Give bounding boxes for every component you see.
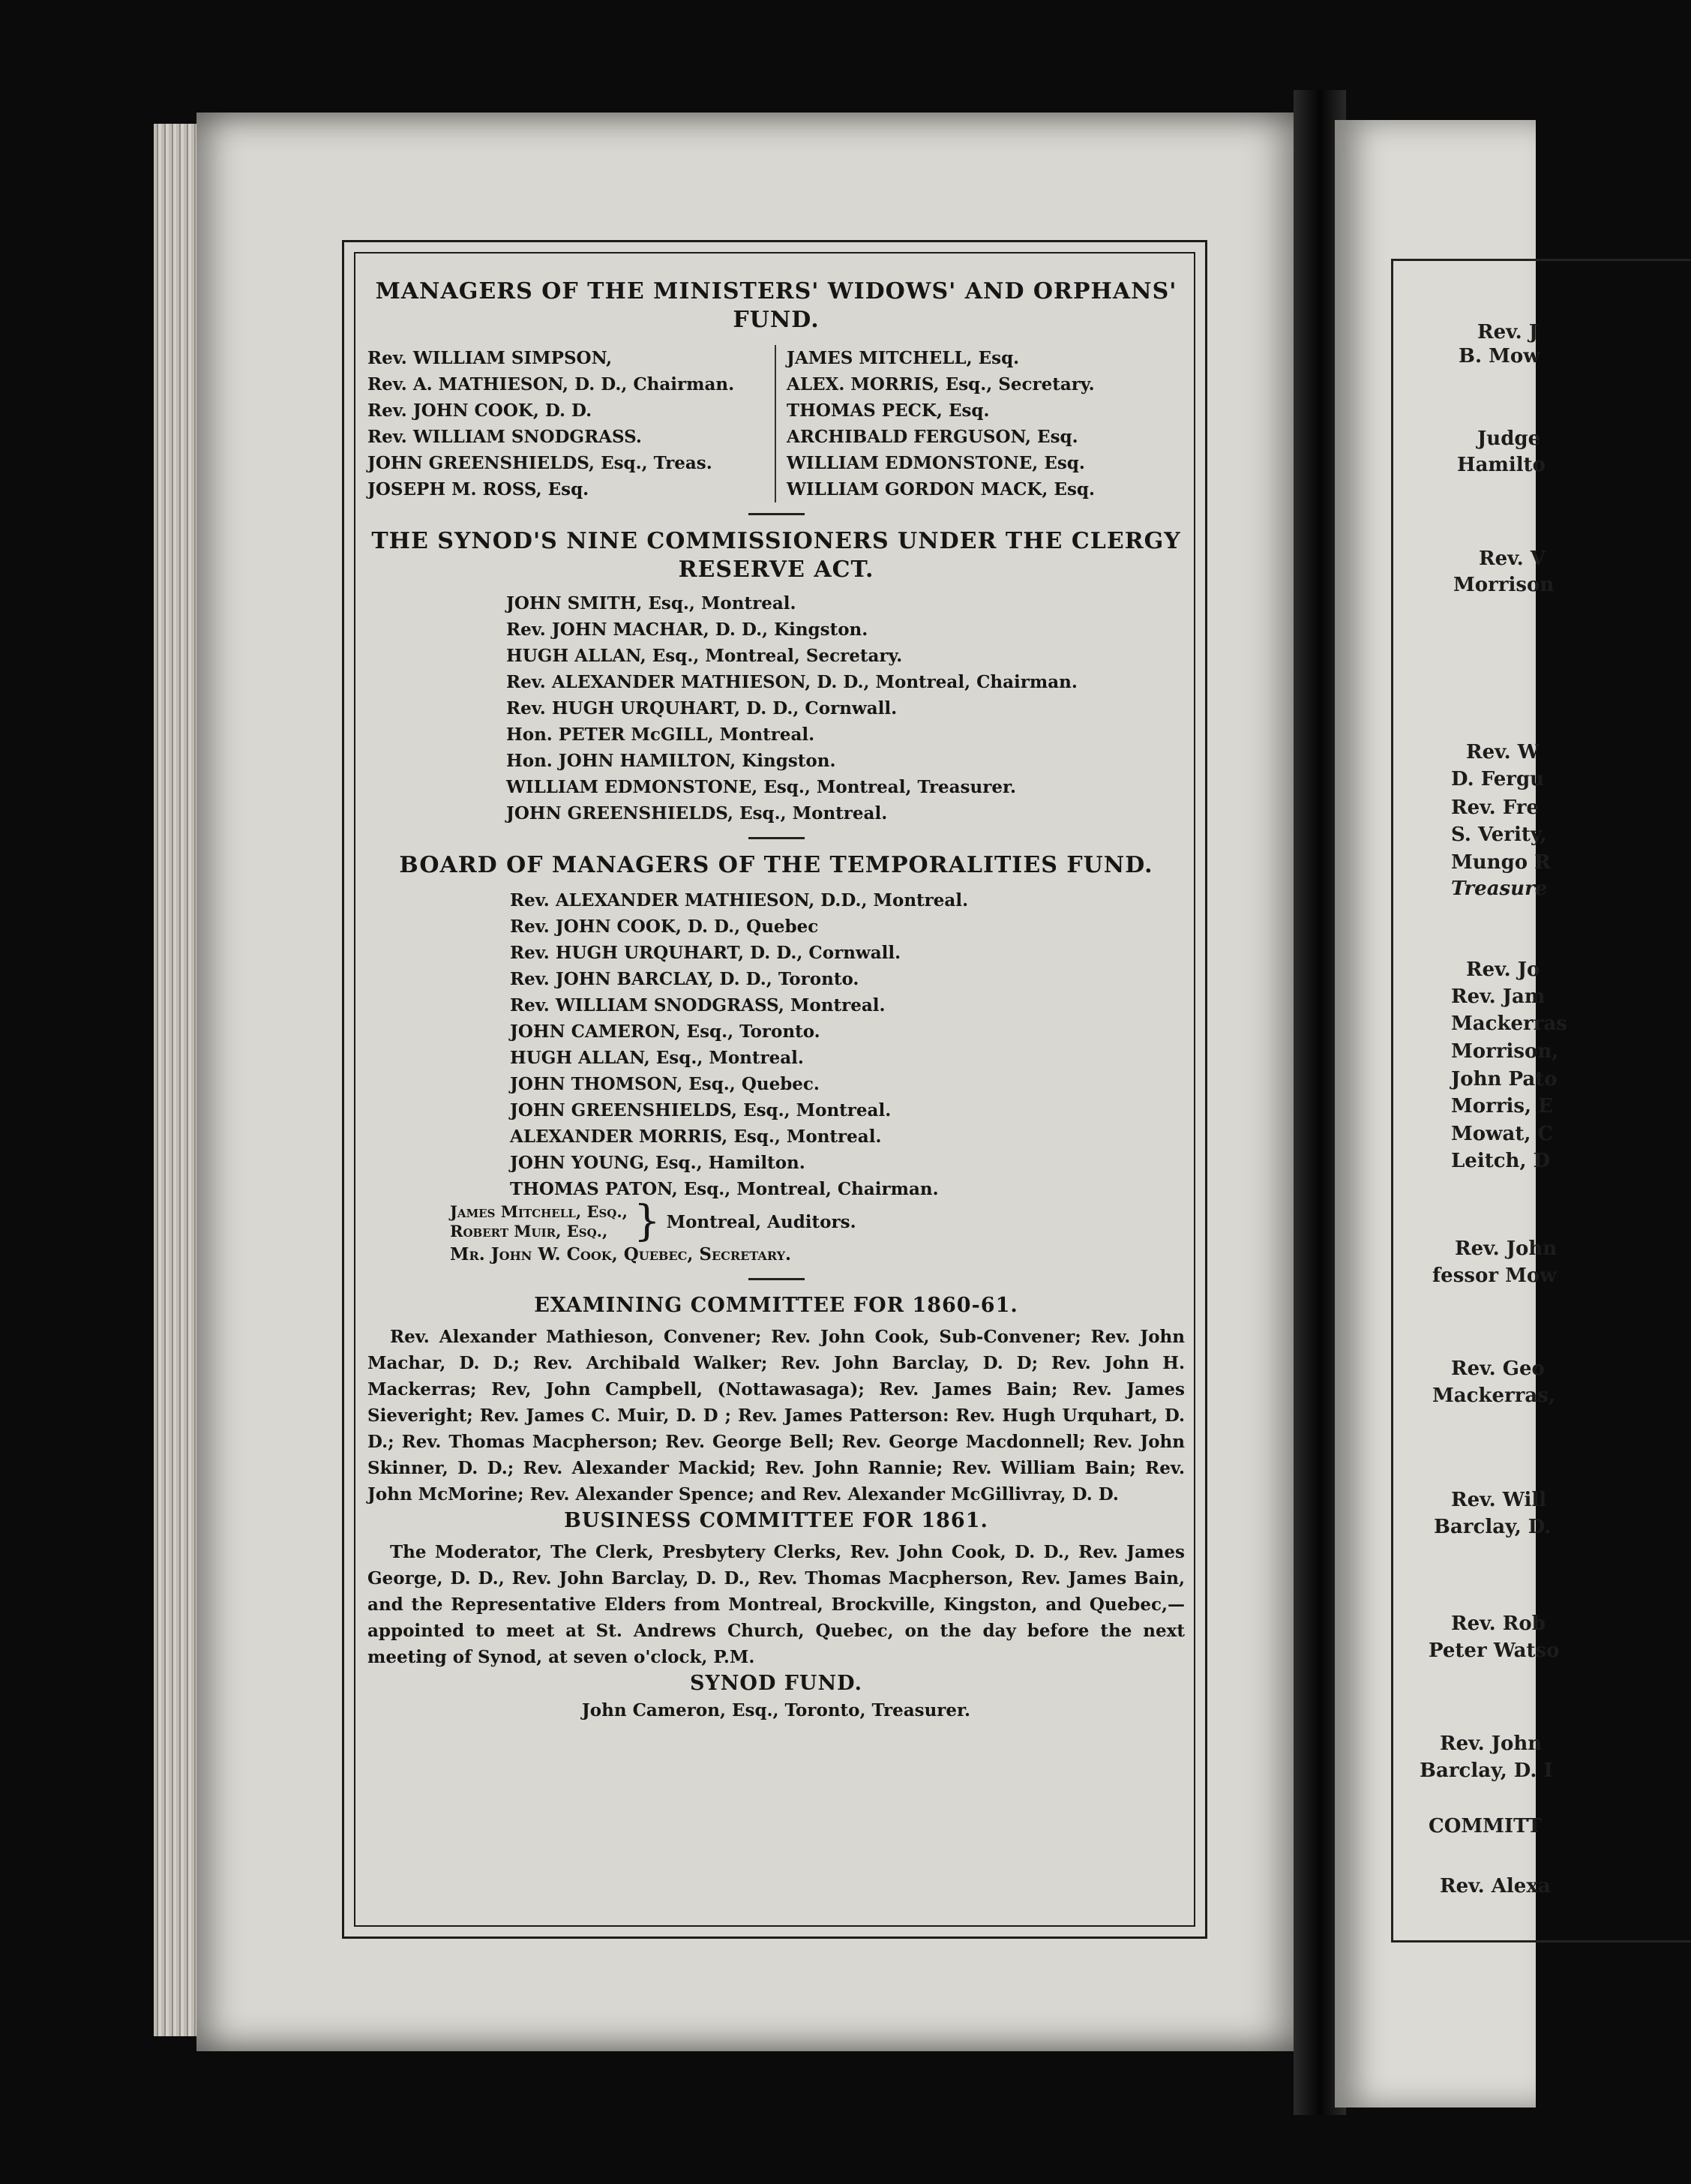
- temporalities-title: BOARD OF MANAGERS OF THE TEMPORALITIES FUND.: [399, 852, 1153, 878]
- commissioners-title-cont: RESERVE ACT.: [678, 556, 874, 583]
- right-fragment: S. Verity,: [1451, 824, 1547, 846]
- right-fragment: Mackerras: [1451, 1012, 1567, 1035]
- right-fragment: D. Fergu: [1451, 768, 1545, 790]
- board-secretary: Mr. John W. Cook, Quebec, Secretary.: [450, 1244, 792, 1264]
- managers-right-column: [776, 345, 1185, 502]
- temporalities-section: [367, 851, 1185, 1268]
- board-member: JOHN THOMSON, Esq., Quebec.: [510, 1074, 820, 1094]
- commissioner-entry: Rev. ALEXANDER MATHIESON, D. D., Montreal, Chairman.: [506, 672, 1078, 692]
- right-fragment: Rev. Jo: [1466, 958, 1540, 981]
- commissioners-list: [506, 590, 1185, 826]
- commissioners-section: [367, 527, 1185, 826]
- manager-name: THOMAS PECK, Esq.: [787, 400, 990, 421]
- right-fragment: B. Mow: [1459, 345, 1540, 368]
- manager-name: JOSEPH M. ROSS, Esq.: [367, 479, 589, 500]
- auditor-name: Robert Muir, Esq.,: [450, 1222, 608, 1240]
- manager-name: Rev. WILLIAM SNODGRASS.: [367, 427, 642, 447]
- synod-fund-title: SYNOD FUND.: [689, 1672, 863, 1695]
- right-fragment: Barclay, D.: [1434, 1516, 1552, 1538]
- page-content: [367, 278, 1185, 1724]
- commissioner-entry: Rev. HUGH URQUHART, D. D., Cornwall.: [506, 698, 898, 718]
- business-committee-section: [367, 1508, 1185, 1670]
- manager-name: WILLIAM GORDON MACK, Esq.: [787, 479, 1095, 500]
- manager-name: WILLIAM EDMONSTONE, Esq.: [787, 453, 1085, 473]
- right-fragment: Rev. Fre: [1451, 796, 1539, 819]
- right-fragment: Morris, E: [1451, 1095, 1553, 1118]
- right-fragment: Rev. Geo: [1451, 1358, 1545, 1380]
- right-fragment: Rev. John: [1440, 1732, 1543, 1755]
- board-member: Rev. HUGH URQUHART, D. D., Cornwall.: [510, 943, 901, 963]
- right-fragment: John Pato: [1451, 1068, 1558, 1090]
- commissioner-entry: HUGH ALLAN, Esq., Montreal, Secretary.: [506, 646, 903, 666]
- examining-text: Rev. Alexander Mathieson, Convener; Rev. John Cook, Sub-Convener; Rev. John Machar, D. D.; Rev. Archibald Walker; Rev. John Barclay, D. D; Rev. John H. Mackerras; Rev, John Campbell, (Nottawasaga); Rev. James Bain; Rev. James Sieveright; Rev. James C. Muir, D. D ; Rev. James Patterson: Rev. Hugh Urquhart, D. D.; Rev. Thomas Macpherson; Rev. George Bell; Rev. George Macdonnell; Rev. John Skinner, D. D.; Rev. Alexander Mackid; Rev. John Rannie; Rev. William Bain; Rev. John McMorine; Rev. Alexander Spence; and Rev. Alexander McGillivray, D. D.: [367, 1327, 1185, 1504]
- right-fragment: Rev. Will: [1451, 1489, 1547, 1511]
- section-divider: [748, 1278, 805, 1280]
- board-member: THOMAS PATON, Esq., Montreal, Chairman.: [510, 1179, 939, 1199]
- manager-name: ARCHIBALD FERGUSON, Esq.: [787, 427, 1078, 447]
- managers-fund-columns: [367, 345, 1185, 502]
- right-fragment: Rev. Alexa: [1440, 1875, 1551, 1898]
- temporalities-list: [510, 887, 1185, 1202]
- synod-fund-text: John Cameron, Esq., Toronto, Treasurer.: [581, 1700, 971, 1720]
- auditor-name: James Mitchell, Esq.,: [450, 1202, 628, 1221]
- board-member: Rev. WILLIAM SNODGRASS, Montreal.: [510, 995, 886, 1016]
- right-fragment: Mowat, C: [1451, 1123, 1554, 1145]
- right-fragment: fessor Mow: [1432, 1264, 1557, 1287]
- commissioner-entry: Hon. PETER McGILL, Montreal.: [506, 724, 815, 745]
- managers-left-column: [367, 345, 776, 502]
- commissioner-entry: JOHN SMITH, Esq., Montreal.: [506, 593, 796, 614]
- synod-fund-section: [367, 1670, 1185, 1724]
- business-text: The Moderator, The Clerk, Presbytery Clerks, Rev. John Cook, D. D., Rev. James George, D. D., Rev. John Barclay, D. D., Rev. Thomas Macpherson, Rev. James Bain, and the Representative Elders from Montreal, Brockville, Kingston, and Quebec,—appointed to meet at St. Andrews Church, Quebec, on the day before the next meeting of Synod, at seven o'clock, P.M.: [367, 1542, 1185, 1667]
- right-fragment: Rev. V: [1479, 548, 1546, 570]
- managers-fund-section: [367, 278, 1185, 502]
- commissioners-title: THE SYNOD'S NINE COMMISSIONERS UNDER THE CLERGY: [371, 528, 1181, 554]
- commissioner-entry: WILLIAM EDMONSTONE, Esq., Montreal, Treasurer.: [506, 777, 1016, 797]
- board-member: JOHN CAMERON, Esq., Toronto.: [510, 1022, 820, 1042]
- board-member: JOHN YOUNG, Esq., Hamilton.: [510, 1153, 805, 1173]
- manager-name: JAMES MITCHELL, Esq.: [787, 348, 1020, 368]
- right-fragment: Leitch, D: [1451, 1150, 1551, 1172]
- right-fragment: COMMITT: [1429, 1815, 1542, 1838]
- right-fragment: Barclay, D. I: [1420, 1760, 1553, 1782]
- board-member: ALEXANDER MORRIS, Esq., Montreal.: [510, 1126, 882, 1147]
- right-fragment: Treasure: [1451, 878, 1548, 900]
- board-member: Rev. JOHN COOK, D. D., Quebec: [510, 916, 819, 937]
- section-divider: [748, 513, 805, 515]
- right-fragment: Rev. W: [1466, 741, 1540, 764]
- section-divider: [748, 837, 805, 839]
- board-member: HUGH ALLAN, Esq., Montreal.: [510, 1048, 804, 1068]
- examining-title: EXAMINING COMMITTEE FOR 1860-61.: [534, 1294, 1018, 1317]
- commissioner-entry: JOHN GREENSHIELDS, Esq., Montreal.: [506, 803, 888, 824]
- manager-name: Rev. WILLIAM SIMPSON,: [367, 348, 613, 368]
- right-fragment: Hamilto: [1457, 454, 1546, 476]
- business-title: BUSINESS COMMITTEE FOR 1861.: [564, 1509, 988, 1532]
- right-fragment: Rev. John: [1455, 1238, 1558, 1260]
- auditor-names: [450, 1202, 628, 1241]
- right-fragment: Morrison: [1453, 574, 1555, 596]
- board-member: Rev. JOHN BARCLAY, D. D., Toronto.: [510, 969, 859, 989]
- brace-symbol: }: [633, 1197, 661, 1246]
- right-fragment: Morrison,: [1451, 1040, 1559, 1063]
- right-fragment: Judge: [1477, 428, 1541, 450]
- commissioner-entry: Rev. JOHN MACHAR, D. D., Kingston.: [506, 620, 868, 640]
- right-fragment: Rev. Jam: [1451, 986, 1546, 1008]
- right-fragment: Mungo R: [1451, 851, 1551, 874]
- board-member: Rev. ALEXANDER MATHIESON, D.D., Montreal.: [510, 890, 969, 910]
- right-fragment: Rev. J: [1477, 321, 1539, 344]
- managers-fund-title: MANAGERS OF THE MINISTERS' WIDOWS' AND ORPHANS' FUND.: [375, 278, 1177, 333]
- commissioner-entry: Hon. JOHN HAMILTON, Kingston.: [506, 751, 836, 771]
- manager-name: Rev. JOHN COOK, D. D.: [367, 400, 592, 421]
- auditors-place: Montreal, Auditors.: [666, 1211, 856, 1232]
- right-fragment: Mackerras,: [1432, 1384, 1555, 1407]
- board-member: JOHN GREENSHIELDS, Esq., Montreal.: [510, 1100, 892, 1120]
- manager-name: ALEX. MORRIS, Esq., Secretary.: [787, 374, 1095, 394]
- examining-committee-section: [367, 1292, 1185, 1508]
- auditors-block: [450, 1197, 1185, 1246]
- right-fragment: Rev. Rob: [1451, 1612, 1546, 1635]
- right-fragment: Peter Watso: [1429, 1640, 1560, 1662]
- manager-name: Rev. A. MATHIESON, D. D., Chairman.: [367, 374, 735, 394]
- manager-name: JOHN GREENSHIELDS, Esq., Treas.: [367, 453, 712, 473]
